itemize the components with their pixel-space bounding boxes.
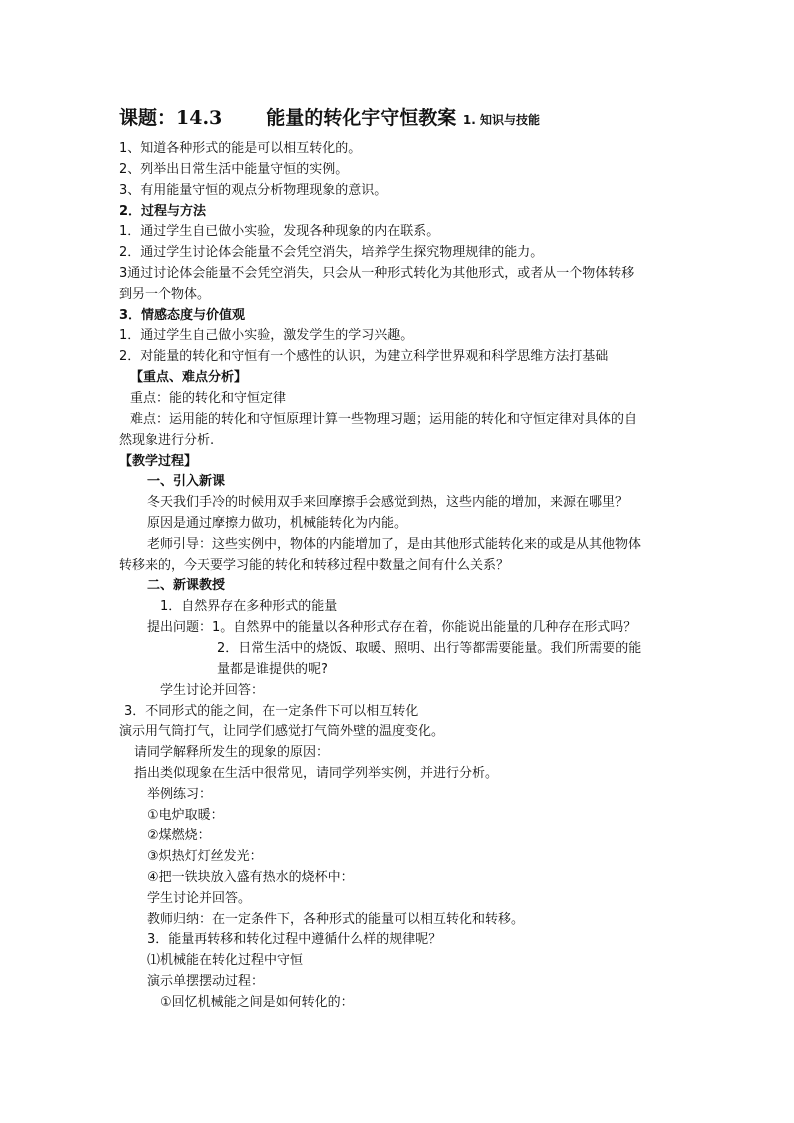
document-title bbox=[119, 104, 540, 134]
section-1-heading: 1．自然界存在多种形式的能量 bbox=[160, 599, 338, 614]
title-subheading: 1. 知识与技能 bbox=[462, 113, 541, 127]
question-2: 2．日常生活中的烧饭、取暖、照明、出行等都需要能量。我们所需要的能 bbox=[217, 641, 642, 656]
student-discussion-2: 学生讨论并回答。 bbox=[147, 891, 252, 906]
intro-line: 原因是通过摩擦力做功，机械能转化为内能。 bbox=[147, 516, 408, 531]
pendulum-demo-line: 演示单摆摆动过程： bbox=[147, 974, 265, 989]
intro-line: 转移来的，今天要学习能的转化和转移过程中数量之间有什么关系？ bbox=[119, 558, 510, 573]
new-lesson-heading: 二、新课教授 bbox=[147, 578, 226, 593]
intro-line: 老师引导：这些实例中，物体的内能增加了，是由其他形式能转化来的或是从其他物体 bbox=[147, 537, 642, 552]
section-3b-heading: 3．能量再转移和转化过程中遵循什么样的规律呢？ bbox=[147, 932, 442, 947]
difficulty-point-cont: 然现象进行分析. bbox=[119, 433, 215, 448]
key-point: 重点：能的转化和守恒定律 bbox=[130, 391, 287, 406]
example-item: ①电炉取暖： bbox=[147, 808, 224, 823]
process-item: 1．通过学生自已做小实验，发现各种现象的内在联系。 bbox=[119, 224, 440, 239]
teaching-process-heading: 【教学过程】 bbox=[119, 454, 198, 469]
example-item: ②煤燃烧： bbox=[147, 828, 211, 843]
example-item: ④把一铁块放入盛有热水的烧杯中： bbox=[147, 870, 354, 885]
mechanical-energy-line: ⑴机械能在转化过程中守恒 bbox=[147, 953, 304, 968]
recall-line: ①回忆机械能之间是如何转化的： bbox=[160, 995, 354, 1010]
title-prefix: 课题：14.3 bbox=[119, 107, 223, 129]
emotion-item: 1．通过学生自己做小实验，激发学生的学习兴趣。 bbox=[119, 328, 414, 343]
knowledge-item: 2、列举出日常生活中能量守恒的实例。 bbox=[119, 162, 349, 177]
process-item: 3通过讨论体会能量不会凭空消失，只会从一种形式转化为其他形式，或者从一个物体转移 bbox=[119, 266, 635, 281]
examples-heading: 举例练习： bbox=[147, 787, 213, 802]
section-3-heading: 3．不同形式的能之间，在一定条件下可以相互转化 bbox=[124, 704, 419, 719]
question-1: 提出问题：1。自然界中的能量以各种形式存在着，你能说出能量的几种存在形式吗？ bbox=[147, 620, 637, 635]
question-2-cont: 量都是谁提供的呢? bbox=[217, 662, 328, 677]
explain-line: 请同学解释所发生的现象的原因： bbox=[134, 745, 330, 760]
student-discussion: 学生讨论并回答： bbox=[160, 683, 265, 698]
process-item: 2．通过学生讨论体会能量不会凭空消失，培养学生探究物理规律的能力。 bbox=[119, 245, 544, 260]
point-out-line: 指出类似现象在生活中很常见，请同学列举实例，并进行分析。 bbox=[134, 766, 499, 781]
teacher-summary: 教师归纳：在一定条件下，各种形式的能量可以相互转化和转移。 bbox=[147, 912, 525, 927]
emotion-heading: 3．情感态度与价值观 bbox=[119, 308, 246, 323]
intro-heading: 一、引入新课 bbox=[147, 474, 226, 489]
demo-line: 演示用气筒打气，让同学们感觉打气筒外壁的温度变化。 bbox=[119, 724, 445, 739]
example-item: ③炽热灯灯丝发光： bbox=[147, 849, 263, 864]
focus-heading: 【重点、难点分析】 bbox=[130, 370, 248, 385]
knowledge-item: 1、知道各种形式的能是可以相互转化的。 bbox=[119, 141, 362, 156]
knowledge-item: 3、有用能量守恒的观点分析物理现象的意识。 bbox=[119, 183, 388, 198]
intro-line: 冬天我们手冷的时候用双手来回摩擦手会感觉到热，这些内能的增加，来源在哪里？ bbox=[147, 495, 629, 510]
process-item: 到另一个物体。 bbox=[119, 287, 211, 302]
title-main: 能量的转化宇守恒教案 bbox=[266, 107, 457, 129]
emotion-item: 2．对能量的转化和守恒有一个感性的认识，为建立科学世界观和科学思维方法打基础 bbox=[119, 349, 609, 364]
process-method-heading: 2．过程与方法 bbox=[119, 204, 207, 219]
difficulty-point: 难点：运用能的转化和守恒原理计算一些物理习题；运用能的转化和守恒定律对具体的自 bbox=[130, 412, 638, 427]
